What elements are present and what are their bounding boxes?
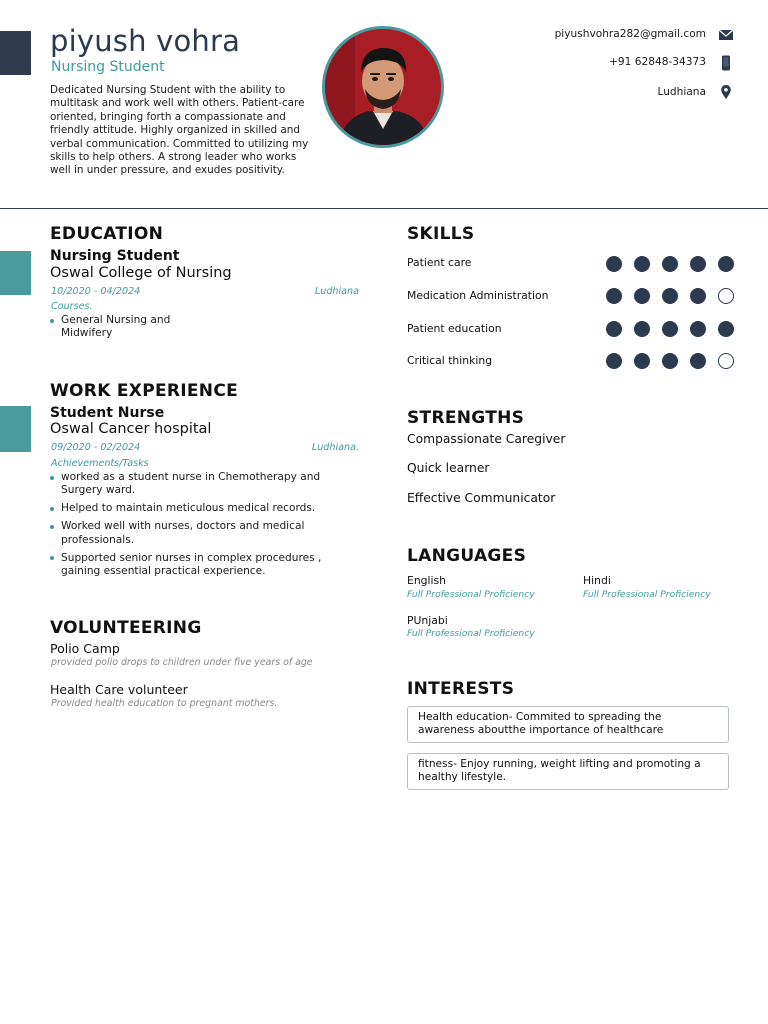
rating-dot-filled <box>718 321 734 337</box>
interests-title: INTERESTS <box>407 679 515 699</box>
rating-dot-empty <box>718 288 734 304</box>
rating-dot-filled <box>606 256 622 272</box>
rating-dot-filled <box>662 353 678 369</box>
work-dates: 09/2020 - 02/2024 <box>51 442 141 453</box>
candidate-name: piyush vohra <box>50 24 241 58</box>
rating-dot-filled <box>690 256 706 272</box>
profile-photo <box>322 26 444 148</box>
courses-list <box>50 314 190 345</box>
contact-location: Ludhiana <box>657 86 706 98</box>
language-level: Full Professional Proficiency <box>583 589 711 600</box>
rating-dot-empty <box>718 353 734 369</box>
header-accent-bar <box>0 31 31 75</box>
volunteering-title: VOLUNTEERING <box>50 618 202 638</box>
header-divider <box>0 208 768 209</box>
rating-dot-filled <box>662 256 678 272</box>
strength-item: Compassionate Caregiver <box>407 432 566 446</box>
education-school: Oswal College of Nursing <box>50 265 232 281</box>
work-employer: Oswal Cancer hospital <box>50 421 212 437</box>
education-dates: 10/2020 - 04/2024 <box>51 286 141 297</box>
strengths-title: STRENGTHS <box>407 408 525 428</box>
language-name: English <box>407 574 446 587</box>
education-degree: Nursing Student <box>50 248 180 264</box>
language-level: Full Professional Proficiency <box>407 628 535 639</box>
candidate-role: Nursing Student <box>51 59 165 75</box>
volunteer-item-desc: Provided health education to pregnant mothers. <box>51 698 278 709</box>
skill-rating <box>606 321 734 337</box>
location-pin-icon <box>718 84 734 100</box>
list-item: Supported senior nurses in complex procedures , gaining essential practical experience. <box>50 552 362 579</box>
rating-dot-filled <box>606 321 622 337</box>
volunteer-item-name: Polio Camp <box>50 641 120 656</box>
skills-title: SKILLS <box>407 224 475 244</box>
avatar <box>325 29 441 145</box>
rating-dot-filled <box>662 321 678 337</box>
contact-phone[interactable]: +91 62848-34373 <box>609 56 706 68</box>
strength-item: Effective Communicator <box>407 491 556 505</box>
rating-dot-filled <box>690 321 706 337</box>
strength-item: Quick learner <box>407 461 490 475</box>
envelope-icon <box>718 27 734 43</box>
languages-title: LANGUAGES <box>407 546 527 566</box>
rating-dot-filled <box>690 353 706 369</box>
skill-name: Critical thinking <box>407 354 493 367</box>
rating-dot-filled <box>634 288 650 304</box>
rating-dot-filled <box>662 288 678 304</box>
profile-summary: Dedicated Nursing Student with the ability to multitask and work well with others. Patient-care oriented, bringing forth a compassionate and friendly attitude. Highly organized in skilled and verbal communication. Committed to utilizing my skills to help others. A strong leader who works well in under pressure, and exudes positivity. <box>50 84 309 177</box>
skill-name: Patient care <box>407 256 472 269</box>
list-item: worked as a student nurse in Chemotherapy and Surgery ward. <box>50 471 362 498</box>
skill-name: Medication Administration <box>407 289 549 302</box>
interest-item: fitness- Enjoy running, weight lifting and promoting a healthy lifestyle. <box>407 753 729 790</box>
rating-dot-filled <box>606 353 622 369</box>
skill-rating <box>606 256 734 272</box>
contact-email[interactable]: piyushvohra282@gmail.com <box>554 28 706 40</box>
work-position: Student Nurse <box>50 405 165 421</box>
rating-dot-filled <box>718 256 734 272</box>
list-item: General Nursing and Midwifery <box>50 314 190 341</box>
rating-dot-filled <box>606 288 622 304</box>
language-name: Hindi <box>583 574 611 587</box>
language-level: Full Professional Proficiency <box>407 589 535 600</box>
rating-dot-filled <box>634 353 650 369</box>
volunteer-item-name: Health Care volunteer <box>50 682 188 697</box>
volunteer-item-desc: provided polio drops to children under five years of age <box>51 657 313 668</box>
rating-dot-filled <box>690 288 706 304</box>
skill-rating <box>606 353 734 369</box>
rating-dot-filled <box>634 321 650 337</box>
interest-item: Health education- Commited to spreading the awareness aboutthe importance of healthcare <box>407 706 729 743</box>
education-accent-bar <box>0 251 31 295</box>
list-item: Helped to maintain meticulous medical records. <box>50 502 362 515</box>
rating-dot-filled <box>634 256 650 272</box>
work-accent-bar <box>0 406 31 452</box>
education-title: EDUCATION <box>50 224 164 244</box>
work-title: WORK EXPERIENCE <box>50 381 239 401</box>
language-name: PUnjabi <box>407 614 448 627</box>
tasks-list <box>50 471 362 583</box>
skill-name: Patient education <box>407 322 502 335</box>
courses-label: Courses. <box>51 301 93 312</box>
list-item: Worked well with nurses, doctors and medical professionals. <box>50 520 362 547</box>
skill-rating <box>606 288 734 304</box>
tasks-label: Achievements/Tasks <box>51 458 149 469</box>
work-place: Ludhiana. <box>311 442 359 453</box>
phone-icon <box>718 55 734 71</box>
education-place: Ludhiana <box>314 286 359 297</box>
